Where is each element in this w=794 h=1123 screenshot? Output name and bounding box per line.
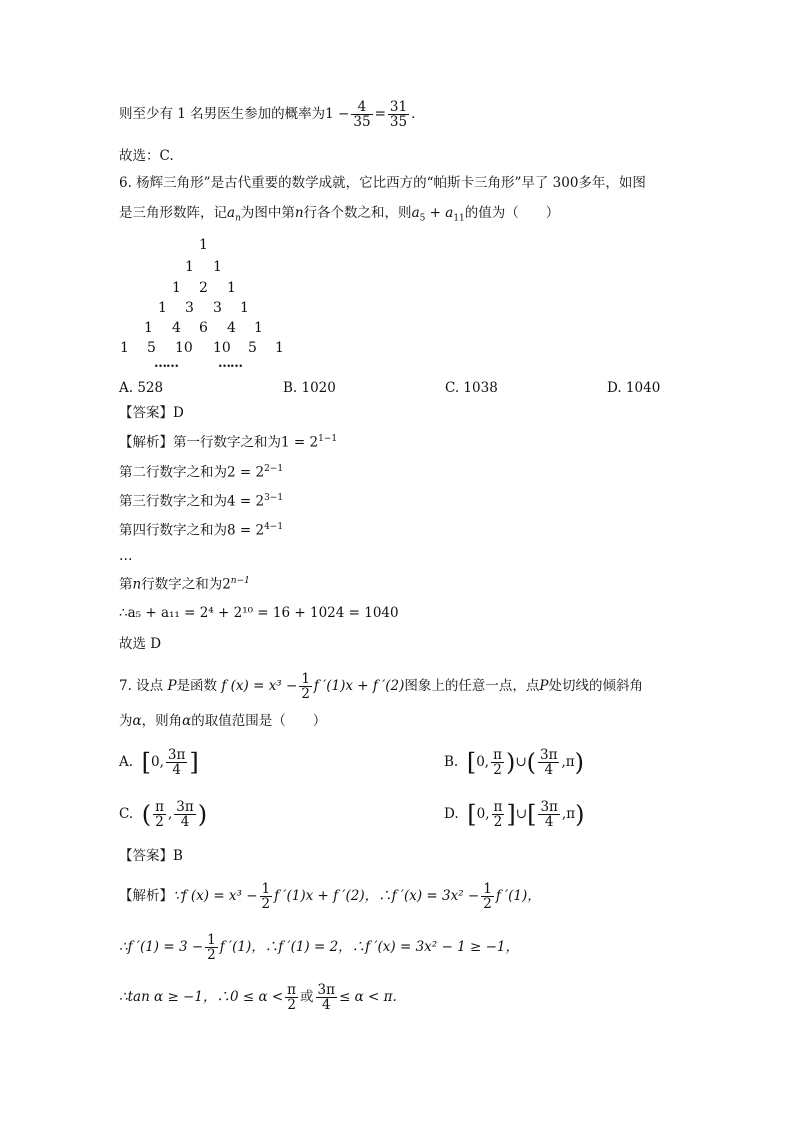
fraction-31-35: $\frac{31}{35}$ bbox=[389, 99, 408, 131]
tri-r6-4: 10 bbox=[213, 340, 231, 356]
q6-analysis-2: 第二行数字之和为$2 = 2^{2-1}$ bbox=[119, 464, 284, 481]
tri-r5-5: 1 bbox=[254, 320, 263, 336]
fraction-4-35: $\frac{4}{35}$ bbox=[353, 99, 371, 131]
tri-r5-3: 6 bbox=[199, 320, 208, 336]
tri-r1-1: 1 bbox=[199, 237, 208, 253]
tri-r4-2: 3 bbox=[185, 300, 194, 316]
tri-r6-3: 10 bbox=[175, 340, 193, 356]
tri-r4-3: 3 bbox=[213, 300, 222, 316]
option-a: A. 528 bbox=[119, 380, 164, 396]
tri-r5-1: 1 bbox=[144, 320, 153, 336]
q6-line1: 6. 杨辉三角形”是古代重要的数学成就，它比西方的“帕斯卡三角形”早了 300多年，如图 bbox=[119, 175, 646, 191]
q7-analysis-1: 【解析】∵f (x) = x³ − $\frac{1}{2}$ f ′(1)x + f ′(2)，∴f ′(x) = 3x² − $\frac{1}{2}$ f ′(1)， bbox=[119, 881, 541, 913]
tri-r6-1: 1 bbox=[120, 340, 129, 356]
q7-analysis-2: ∴f ′(1) = 3 − $\frac{1}{2}$ f ′(1)，∴f ′(1) = 2，∴f ′(x) = 3x² − 1 ≥ −1， bbox=[119, 932, 519, 964]
tri-r4-1: 1 bbox=[158, 300, 167, 316]
option-d: D. 1040 bbox=[607, 380, 661, 396]
prob-text: 则至少有 1 名男医生参加的概率为 bbox=[119, 106, 326, 123]
tri-r5-4: 4 bbox=[227, 320, 236, 336]
tri-r6-5: 5 bbox=[248, 340, 257, 356]
q6-ellipsis: … bbox=[119, 548, 133, 564]
tri-r5-2: 4 bbox=[172, 320, 181, 336]
q7-option-b: B. [0, $\frac{\pi}{2}$ )∪( $\frac{3\pi}{4}$ ,π) bbox=[444, 747, 585, 779]
tri-r2-1: 1 bbox=[185, 259, 194, 275]
q7-option-d: D. [0, $\frac{\pi}{2}$ ]∪[ $\frac{3\pi}{4}$ ,π) bbox=[444, 799, 585, 831]
q6-analysis-1: 【解析】第一行数字之和为$1 = 2^{1-1}$ bbox=[119, 434, 338, 451]
q6-choose: 故选 D bbox=[119, 636, 162, 652]
q6-answer: 【答案】D bbox=[119, 405, 184, 421]
equals: = bbox=[374, 106, 386, 123]
dots-right: …… bbox=[218, 356, 242, 371]
q6-result: ∴a₅ + a₁₁ = 2⁴ + 2¹⁰ = 16 + 1024 = 1040 bbox=[119, 605, 399, 621]
q7-line1: 7. 设点 P是函数 f (x) = x³ − $\frac{1}{2}$ f ′(1)x + f ′(2)图象上的任意一点，点P处切线的倾斜角 bbox=[119, 671, 643, 703]
tri-r3-3: 1 bbox=[227, 280, 236, 296]
q7-line2: 为α，则角α的取值范围是（ ） bbox=[119, 713, 327, 729]
q6-line2: 是三角形数阵，记$a_n$为图中第n行各个数之和，则$a_5 + a_{11}$的值为（ ） bbox=[119, 205, 560, 224]
prob-expr: 1 − bbox=[325, 106, 350, 123]
q7-option-a: A. [0, $\frac{3\pi}{4}$ ] bbox=[119, 747, 199, 779]
tri-r2-2: 1 bbox=[213, 259, 222, 275]
probability-line bbox=[119, 100, 415, 129]
option-b: B. 1020 bbox=[283, 380, 336, 396]
tri-r3-2: 2 bbox=[199, 280, 208, 296]
dots-left: …… bbox=[154, 356, 178, 371]
q6-analysis-4: 第四行数字之和为$8 = 2^{4-1}$ bbox=[119, 522, 284, 539]
q6-nth: 第n行数字之和为$2^{n-1}$ bbox=[119, 576, 250, 593]
q7-answer: 【答案】B bbox=[119, 848, 183, 864]
tri-r6-2: 5 bbox=[147, 340, 156, 356]
q6-analysis-3: 第三行数字之和为$4 = 2^{3-1}$ bbox=[119, 493, 284, 510]
period: . bbox=[411, 106, 416, 123]
tri-r6-6: 1 bbox=[275, 340, 284, 356]
tri-r4-4: 1 bbox=[240, 300, 249, 316]
q7-option-c: C. ( $\frac{\pi}{2}$ , $\frac{3\pi}{4}$ ) bbox=[119, 799, 208, 831]
tri-r3-1: 1 bbox=[172, 280, 181, 296]
option-c: C. 1038 bbox=[445, 380, 498, 396]
q7-analysis-3: ∴tan α ≥ −1，∴0 ≤ α < $\frac{\pi}{2}$ 或 $\frac{3\pi}{4}$ ≤ α < π. bbox=[119, 982, 397, 1014]
q5-choose: 故选：C. bbox=[119, 148, 174, 164]
